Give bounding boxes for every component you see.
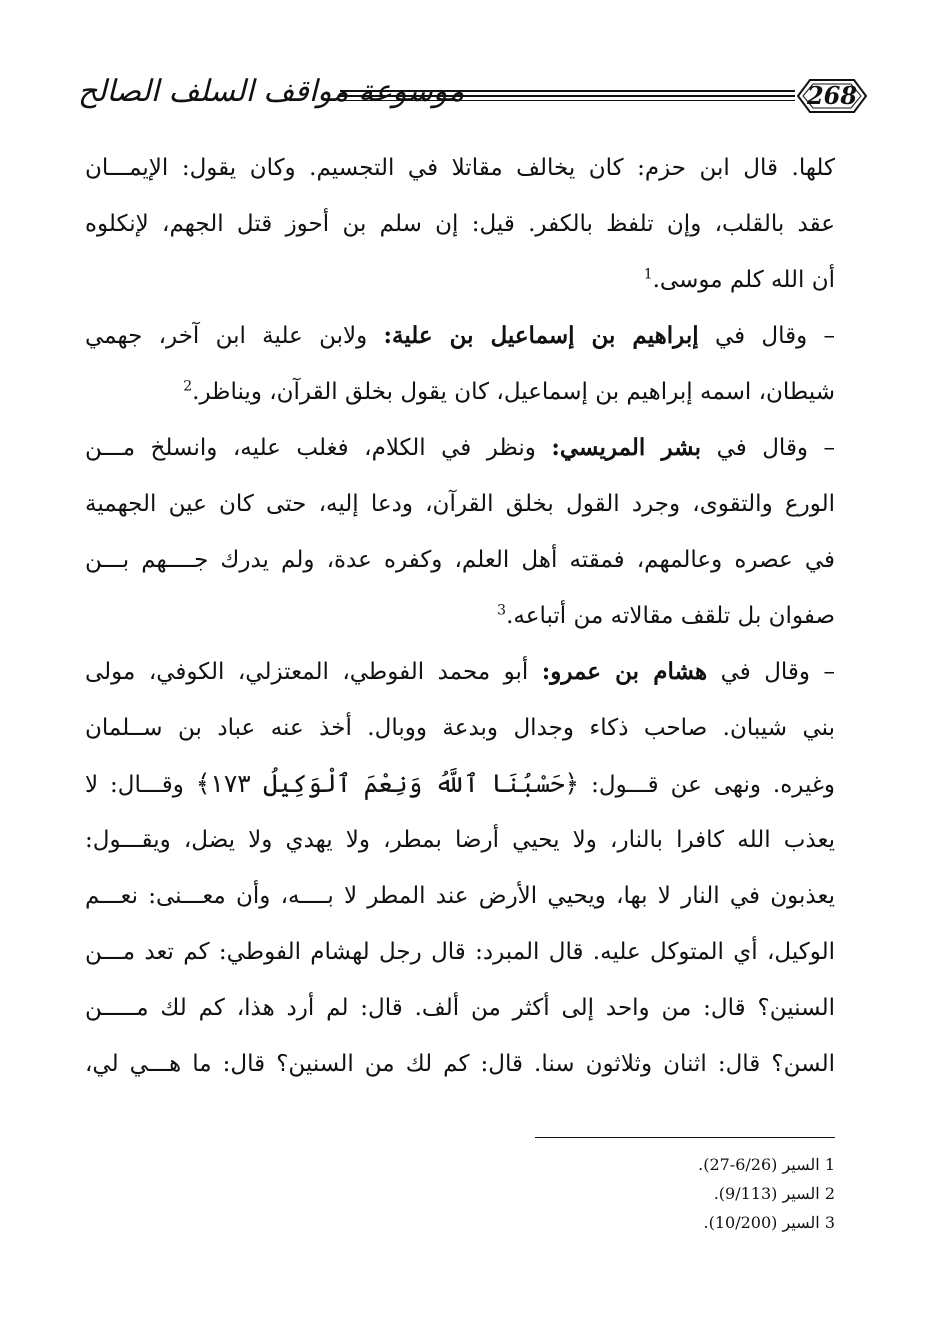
text-line: يعذبون في النار لا بها، ويحيي الأرض عند المطر لا بــــه، وأن معـــنى: نعـــم	[85, 883, 835, 909]
text-line: عقد بالقلب، وإن تلفظ بالكفر. قيل: إن سلم بن أحوز قتل الجهم، لإنكلوه	[85, 211, 835, 237]
text-span: ولابن علية ابن آخر، جهمي	[85, 323, 368, 349]
footnote-number: 3	[824, 1213, 835, 1232]
footnote-number: 1	[824, 1155, 835, 1174]
footnote-separator	[535, 1137, 835, 1138]
footnote-text: السير (10/200).	[703, 1213, 820, 1232]
text-line	[85, 756, 835, 812]
text-line: السنين؟ قال: من واحد إلى أكثر من ألف. قال: لم أرد هذا، كم لك مـــــن	[85, 995, 835, 1021]
footnote-item	[485, 1150, 835, 1179]
footnotes	[485, 1150, 835, 1237]
quran-verse: ﴿حَسْبُنَا ٱللَّهُ وَنِعْمَ ٱلْوَكِيلُ ١٧٣﴾	[195, 769, 580, 798]
footnote-ref[interactable]: 1	[643, 266, 653, 283]
footnote-ref[interactable]: 2	[183, 378, 193, 395]
book-title: موسوعة مواقف السلف الصالح	[78, 74, 465, 109]
text-line	[85, 644, 835, 700]
text-line: الوكيل، أي المتوكل عليه. قال المبرد: قال رجل لهشام الفوطي: كم تعد مـــن	[85, 939, 835, 965]
text-span: أن الله كلم موسى.	[652, 267, 835, 293]
text-line	[85, 420, 835, 476]
text-line	[85, 252, 835, 308]
page-number: 268	[806, 81, 858, 110]
footnote-item	[485, 1179, 835, 1208]
bold-name: بشر المريسي:	[551, 434, 702, 461]
header-rule	[340, 95, 795, 97]
text-span: صفوان بل تلقف مقالاته من أتباعه.	[506, 603, 835, 629]
text-span: أبو محمد الفوطي، المعتزلي، الكوفي، مولى	[85, 659, 529, 685]
text-line: كلها. قال ابن حزم: كان يخالف مقاتلا في التجسيم. وكان يقول: الإيمـــان	[85, 155, 835, 181]
footnote-number: 2	[824, 1184, 835, 1203]
text-span: – وقال في	[720, 659, 835, 685]
text-line: بني شيبان. صاحب ذكاء وجدال وبدعة ووبال. أخذ عنه عباد بن ســلمان	[85, 715, 835, 741]
text-line	[85, 364, 835, 420]
text-span: – وقال في	[714, 323, 835, 349]
footnote-text: السير (9/113).	[713, 1184, 820, 1203]
main-text	[85, 140, 835, 1092]
text-line: يعذب الله كافرا بالنار، ولا يحيي أرضا بمطر، ولا يهدي ولا يضل، ويقـــول:	[85, 827, 835, 853]
text-line	[85, 308, 835, 364]
text-line: السن؟ قال: اثنان وثلاثون سنا. قال: كم لك من السنين؟ قال: ما هـــي لي،	[85, 1051, 835, 1077]
bold-name: هشام بن عمرو:	[541, 658, 708, 685]
text-span: وغيره. ونهى عن قـــول:	[591, 772, 835, 798]
header-rule	[340, 100, 795, 101]
text-span: شيطان، اسمه إبراهيم بن إسماعيل، كان يقول بخلق القرآن، ويناظر.	[192, 379, 835, 405]
footnote-item	[485, 1208, 835, 1237]
text-span: وقـــال: لا	[85, 772, 184, 798]
page-header	[70, 62, 858, 126]
text-span: – وقال في	[716, 435, 835, 461]
text-line: الورع والتقوى، وجرد القول بخلق القرآن، ودعا إليه، حتى كان عين الجهمية	[85, 491, 835, 517]
page-number-badge	[792, 74, 872, 118]
bold-name: إبراهيم بن إسماعيل بن علية:	[383, 322, 699, 349]
footnote-text: السير (6/26-27).	[698, 1155, 820, 1174]
text-span: ونظر في الكلام، فغلب عليه، وانسلخ مـــن	[85, 435, 536, 461]
footnote-ref[interactable]: 3	[497, 602, 507, 619]
text-line	[85, 588, 835, 644]
text-line: في عصره وعالمهم، فمقته أهل العلم، وكفره عدة، ولم يدرك جــــهم بـــن	[85, 547, 835, 573]
header-rule	[340, 90, 795, 92]
